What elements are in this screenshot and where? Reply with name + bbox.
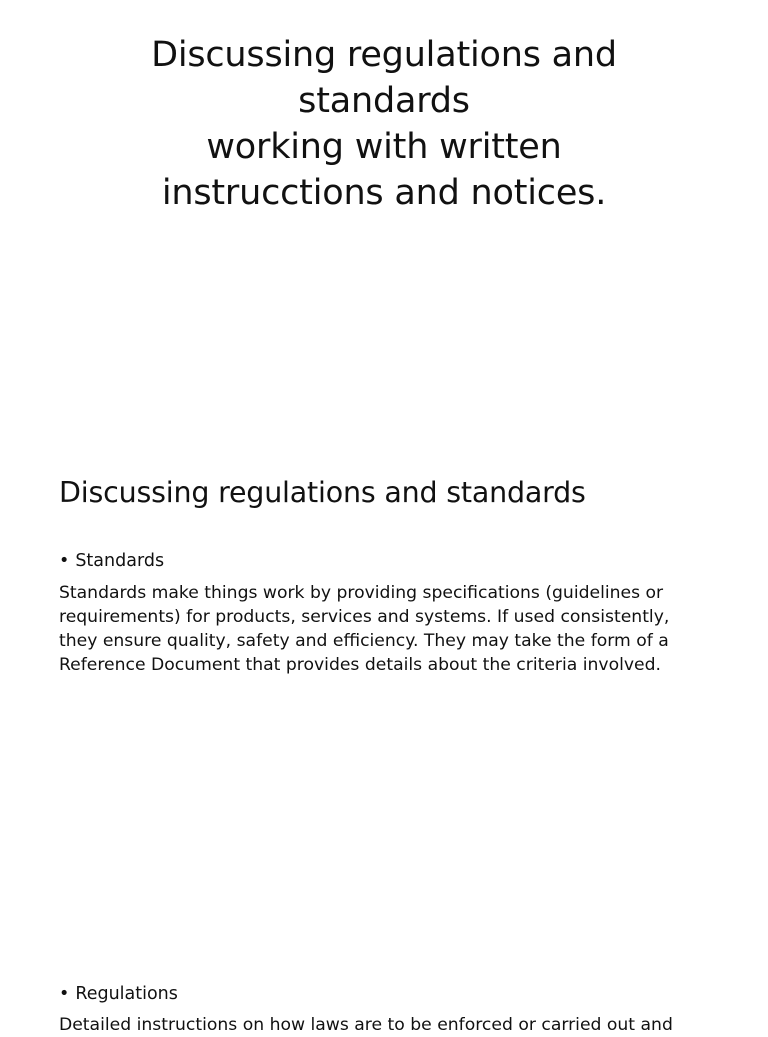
title-line: Discussing regulations and <box>151 35 617 75</box>
bullet-dot: • <box>59 551 70 571</box>
bullet-regulations <box>59 983 178 1006</box>
slide-heading: Discussing regulations and standards <box>59 476 586 509</box>
standards-paragraph <box>59 581 759 677</box>
title-line: instrucctions and notices. <box>161 173 607 213</box>
slide-title <box>0 32 768 216</box>
title-line: working with written <box>206 127 562 167</box>
paragraph-line: Reference Document that provides details about the criteria involved. <box>59 655 661 675</box>
paragraph-line: Standards make things work by providing specifications (guidelines or <box>59 583 664 603</box>
bullet-dot: • <box>59 984 70 1004</box>
bullet-standards <box>59 550 164 573</box>
paragraph-line: requirements) for products, services and systems. If used consistently, <box>59 607 670 627</box>
title-slide <box>0 0 768 430</box>
regulations-paragraph <box>59 1013 759 1037</box>
bullet-label: Regulations <box>75 984 178 1004</box>
title-line: standards <box>298 81 470 121</box>
bullet-label: Standards <box>75 551 165 571</box>
content-slide <box>0 430 768 1035</box>
paragraph-line: they ensure quality, safety and efficiency. They may take the form of a <box>59 631 669 651</box>
paragraph-line: Detailed instructions on how laws are to be enforced or carried out and <box>59 1015 673 1035</box>
